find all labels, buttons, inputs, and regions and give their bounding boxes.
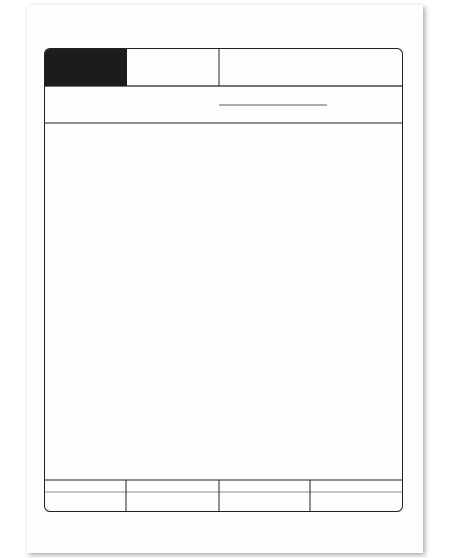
memorial-order-form [44,48,403,512]
form-grid-lines [45,49,402,511]
paper-sheet [27,5,423,553]
form-title [45,49,127,86]
